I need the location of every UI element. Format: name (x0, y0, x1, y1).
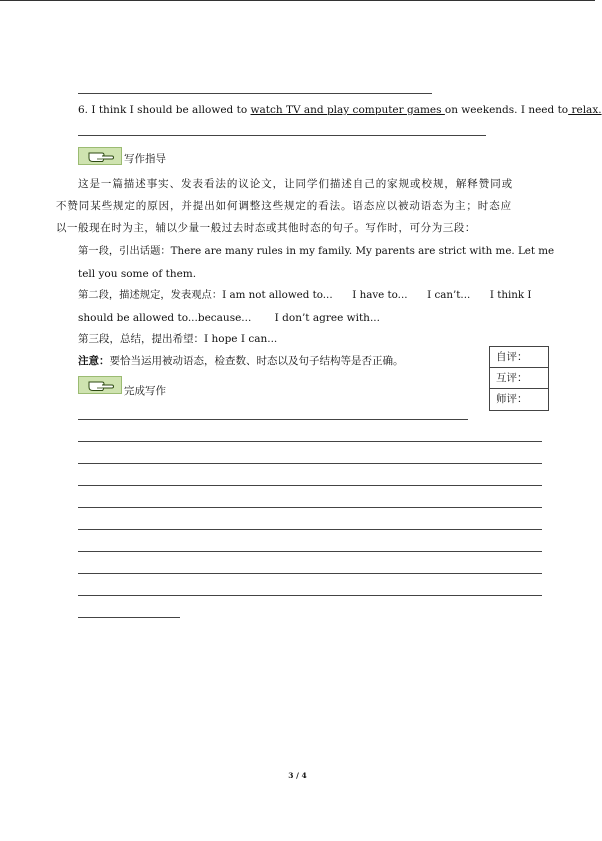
paragraph-1-guide-cont: tell you some of them. (78, 268, 197, 280)
section-heading-complete-writing: 完成写作 (124, 385, 166, 397)
writing-line (78, 617, 180, 618)
writing-line (78, 441, 542, 442)
teacher-evaluation: 师评： (496, 393, 528, 405)
item-6: 6. I think I should be allowed to watch TV and play computer games on weekends. I need to relax. (78, 104, 602, 116)
note: 注意：要恰当运用被动语态，检查数、时态以及句子结构等是否正确。 (78, 355, 404, 367)
paragraph-3-guide: 第三段，总结，提出希望：I hope I can... (78, 333, 278, 345)
pointing-hand-icon (88, 150, 114, 163)
paragraph-2-guide-cont: should be allowed to...because... I don’t agree with... (78, 312, 380, 324)
writing-line (78, 595, 542, 596)
page-number: 3 / 4 (288, 771, 307, 780)
answer-line (78, 135, 486, 136)
answer-line (78, 93, 432, 94)
guide-badge (78, 147, 122, 165)
writing-line (78, 573, 542, 574)
paragraph-1-guide: 第一段，引出话题：There are many rules in my family. My parents are strict with me. Let me (78, 245, 555, 257)
guide-paragraph: 这是一篇描述事实、发表看法的议论文，让同学们描述自己的家规或校规，解释赞同或 (78, 178, 514, 190)
section-heading-writing-guide: 写作指导 (124, 153, 166, 165)
pointing-hand-icon (88, 379, 114, 392)
writing-line (78, 463, 542, 464)
writing-line (78, 419, 468, 420)
page-top-border (0, 0, 595, 1)
writing-line (78, 507, 542, 508)
writing-line (78, 529, 542, 530)
complete-writing-badge (78, 376, 122, 394)
self-evaluation: 自评： (490, 347, 548, 368)
guide-paragraph: 以一般现在时为主，辅以少量一般过去时态或其他时态的句子。写作时，可分为三段： (56, 222, 476, 234)
peer-evaluation: 互评： (490, 368, 548, 389)
paragraph-2-guide: 第二段，描述规定，发表观点：I am not allowed to... I have to... I can’t... I think I (78, 289, 532, 301)
writing-line (78, 551, 542, 552)
guide-paragraph: 不赞同某些规定的原因，并提出如何调整这些规定的看法。语态应以被动语态为主；时态应 (56, 200, 512, 212)
evaluation-table (489, 346, 549, 411)
writing-line (78, 485, 542, 486)
